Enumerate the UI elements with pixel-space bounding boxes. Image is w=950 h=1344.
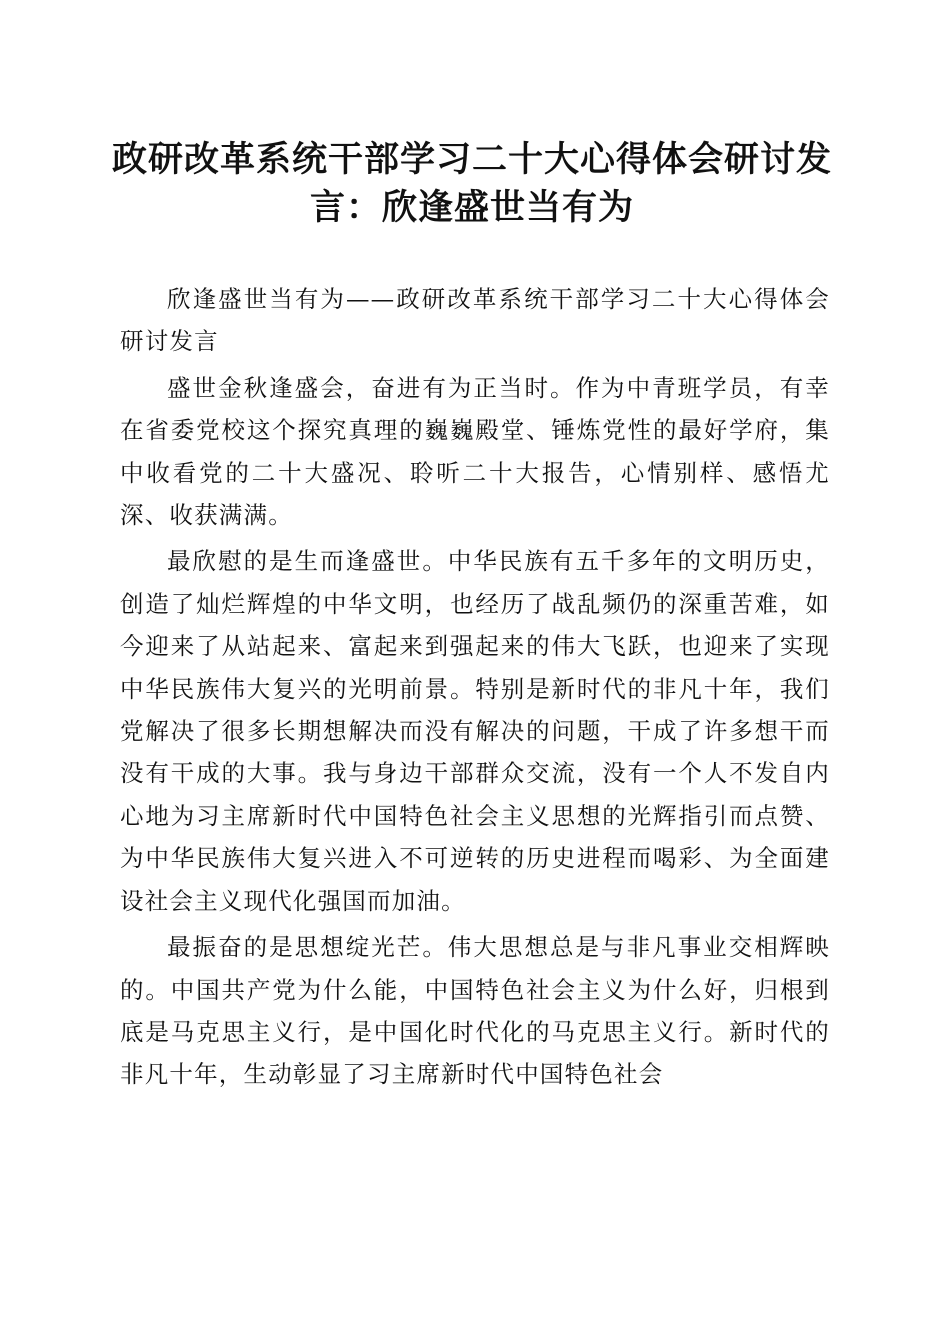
document-title: 政研改革系统干部学习二十大心得体会研讨发言：欣逢盛世当有为 [112, 139, 833, 228]
paragraph-intro: 盛世金秋逢盛会，奋进有为正当时。作为中青班学员，有幸在省委党校这个探究真理的巍巍殿堂、锤炼党性的最好学府，集中收看党的二十大盛况、聆听二十大报告，心情别样、感悟尤深、收获满满。 [120, 373, 830, 530]
paragraph-subtitle: 欣逢盛世当有为——政研改革系统干部学习二十大心得体会研讨发言 [120, 285, 830, 356]
document-body [120, 278, 830, 1100]
paragraph-thought: 最振奋的是思想绽光芒。伟大思想总是与非凡事业交相辉映的。中国共产党为什么能，中国特色社会主义为什么好，归根到底是马克思主义行，是中国化时代化的马克思主义行。新时代的非凡十年，生动彰显了习主席新时代中国特色社会 [120, 933, 830, 1089]
paragraph-prosperous-era: 最欣慰的是生而逢盛世。中华民族有五千多年的文明历史，创造了灿烂辉煌的中华文明，也经历了战乱频仍的深重苦难，如今迎来了从站起来、富起来到强起来的伟大飞跃，也迎来了实现中华民族伟大复兴的光明前景。特别是新时代的非凡十年，我们党解决了很多长期想解决而没有解决的问题，干成了许多想干而没有干成的大事。我与身边干部群众交流，没有一个人不发自内心地为习主席新时代中国特色社会主义思想的光辉指引而点赞、为中华民族伟大复兴进入不可逆转的历史进程而喝彩、为全面建设社会主义现代化强国而加油。 [120, 547, 830, 915]
